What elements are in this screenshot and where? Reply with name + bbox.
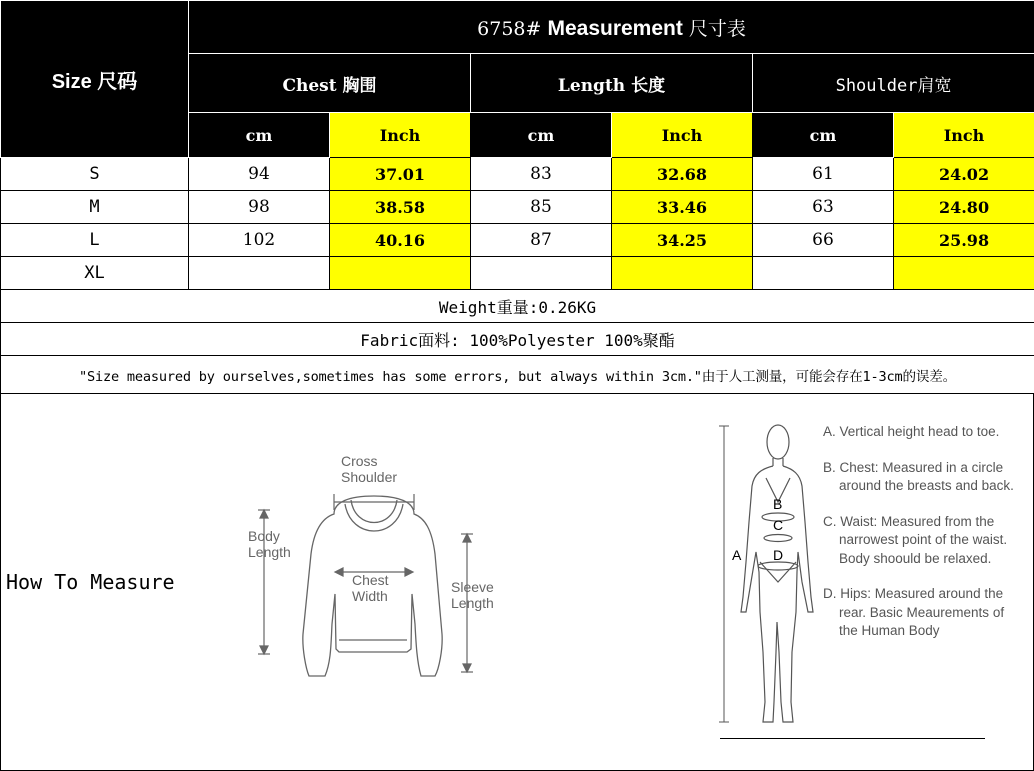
- cross-label-1: Cross: [341, 453, 378, 469]
- length-cm-cell: 87: [471, 224, 612, 257]
- body-letter-d: D: [773, 547, 784, 563]
- unit-header-inch: Inch: [612, 113, 753, 158]
- size-label: S: [1, 158, 189, 191]
- shoulder-inch-cell: 25.98: [894, 224, 1034, 257]
- legend-item-a: A. Vertical height head to toe.: [823, 424, 1000, 439]
- sleeve-label-2: Length: [451, 595, 494, 611]
- chest-cm-cell: [189, 257, 330, 290]
- legend-baseline: [720, 738, 985, 739]
- measurement-note: "Size measured by ourselves,sometimes has some errors, but always within 3cm."由于人工测量，可能会存在1-3cm的误差。: [1, 356, 1034, 394]
- shirt-measurement-diagram: [239, 444, 509, 689]
- unit-header-cm: cm: [471, 113, 612, 158]
- title-word: Measurement: [547, 16, 683, 40]
- length-cm-cell: 83: [471, 158, 612, 191]
- weight-row: Weight重量:0.26KG: [1, 290, 1034, 323]
- group-header-shoulder: Shoulder肩宽: [753, 54, 1034, 113]
- length-inch-cell: 33.46: [612, 191, 753, 224]
- body-measurement-diagram: [716, 412, 821, 742]
- chest-inch-cell: 40.16: [330, 224, 471, 257]
- table-row: [1, 224, 1034, 257]
- shoulder-cm-cell: 66: [753, 224, 894, 257]
- shoulder-inch-cell: 24.80: [894, 191, 1034, 224]
- size-label: M: [1, 191, 189, 224]
- table-row: [1, 158, 1034, 191]
- length-cm-cell: [471, 257, 612, 290]
- body-letter-a: A: [732, 547, 742, 563]
- table-row: [1, 257, 1034, 290]
- shoulder-cm-cell: [753, 257, 894, 290]
- shoulder-inch-cell: 24.02: [894, 158, 1034, 191]
- chest-label-2: Width: [352, 588, 388, 604]
- group-header-chest: Chest 胸围: [189, 54, 471, 113]
- legend-item-d: D. Hips: Measured around the rear. Basic Meaurements of the Human Body: [823, 586, 1005, 638]
- body-letter-b: B: [773, 496, 783, 512]
- table-title: [189, 1, 1034, 54]
- chest-cm-cell: 98: [189, 191, 330, 224]
- chest-cm-cell: 102: [189, 224, 330, 257]
- title-code: 6758#: [477, 17, 542, 40]
- body-label-2: Length: [248, 544, 291, 560]
- chest-inch-cell: 38.58: [330, 191, 471, 224]
- chest-cm-cell: 94: [189, 158, 330, 191]
- shoulder-cm-cell: 63: [753, 191, 894, 224]
- length-inch-cell: 32.68: [612, 158, 753, 191]
- table-row: [1, 191, 1034, 224]
- unit-header-inch: Inch: [330, 113, 471, 158]
- fabric-row: Fabric面料: 100%Polyester 100%聚酯: [1, 323, 1034, 356]
- cross-label-2: Shoulder: [341, 469, 398, 485]
- legend-item-c: C. Waist: Measured from the narrowest point of the waist. Body shoould be relaxed.: [823, 513, 1008, 566]
- legend-item-b: B. Chest: Measured in a circle around the breasts and back.: [823, 459, 1014, 493]
- shoulder-cm-cell: 61: [753, 158, 894, 191]
- unit-header-cm: cm: [753, 113, 894, 158]
- sleeve-label-1: Sleeve: [451, 579, 494, 595]
- how-to-measure-label: How To Measure: [6, 570, 175, 594]
- length-inch-cell: 34.25: [612, 224, 753, 257]
- unit-header-inch: Inch: [894, 113, 1034, 158]
- size-label: XL: [1, 257, 189, 290]
- size-column-header: Size 尺码: [1, 1, 189, 158]
- group-header-length: Length 长度: [471, 54, 753, 113]
- chest-label-1: Chest: [352, 572, 389, 588]
- length-cm-cell: 85: [471, 191, 612, 224]
- chest-inch-cell: [330, 257, 471, 290]
- body-letter-c: C: [773, 517, 784, 533]
- size-label: L: [1, 224, 189, 257]
- title-cn: 尺寸表: [688, 17, 746, 40]
- chest-inch-cell: 37.01: [330, 158, 471, 191]
- how-to-measure-section: [0, 394, 1034, 771]
- length-inch-cell: [612, 257, 753, 290]
- body-label-1: Body: [248, 528, 280, 544]
- unit-header-cm: cm: [189, 113, 330, 158]
- body-measurement-legend: [823, 423, 1023, 641]
- shoulder-inch-cell: [894, 257, 1034, 290]
